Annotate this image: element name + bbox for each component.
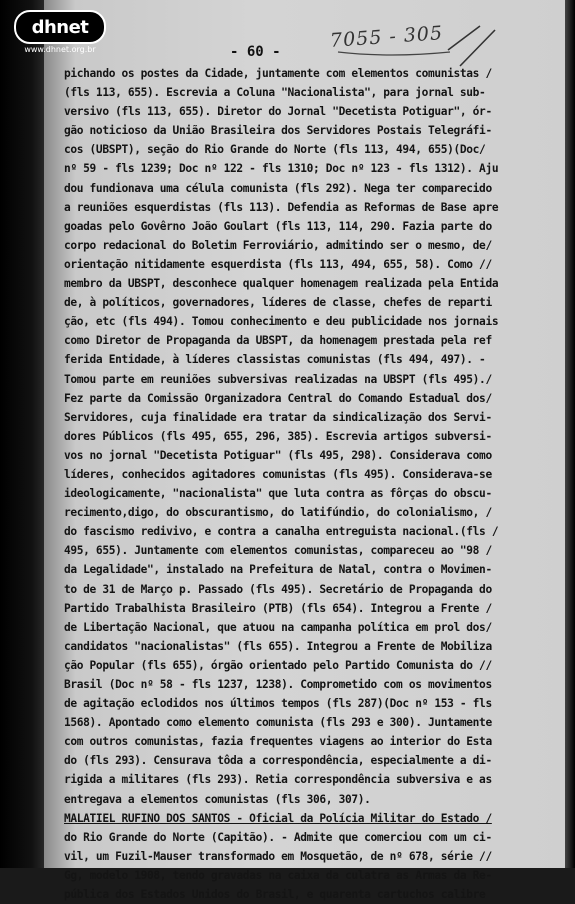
logo-name: dhnet [31, 16, 89, 38]
document-line: 495, 655). Juntamente com elementos comunistas, compareceu ao "98 / [64, 544, 492, 558]
document-line: ferida Entidade, à líderes classistas comunistas (fls 494, 497). - [64, 353, 486, 367]
dhnet-logo[interactable] [14, 10, 106, 54]
document-line: candidatos "nacionalistas" (fls 655). Integrou a Frente de Mobiliza [64, 639, 492, 653]
document-line: de, à políticos, governadores, líderes de classe, chefes de reparti [64, 296, 492, 310]
document-line: MALATIEL RUFINO DOS SANTOS - Oficial da Polícia Militar do Estado / [64, 811, 492, 825]
document-line: de agitação eclodidos nos últimos tempos (fls 287)(Doc nº 153 - fls [64, 697, 492, 711]
document-line: pichando os postes da Cidade, juntamente com elementos comunistas / [64, 67, 492, 80]
document-line: 1568). Apontado como elemento comunista (fls 293 e 300). Juntamente [64, 716, 492, 730]
document-line: Brasil (Doc nº 58 - fls 1237, 1238). Comprometido com os movimentos [64, 678, 492, 691]
page-number: - 60 - [230, 44, 281, 60]
document-line: rigida a militares (fls 293). Retia correspondência subversiva e as [64, 773, 492, 787]
document-line: dou fundionava uma célula comunista (fls 292). Nega ter comparecido [64, 181, 492, 195]
document-line: to de 31 de Março p. Passado (fls 495). Secretário de Propaganda do [64, 582, 492, 596]
document-line: Servidores, cuja finalidade era tratar da sindicalização dos Servi- [64, 410, 492, 424]
document-body [64, 64, 564, 904]
document-line: versivo (fls 113, 655). Diretor do Jornal "Decetista Potiguar", ór- [64, 105, 492, 119]
document-line: Fez parte da Comissão Organizadora Central do Comando Estadual dos/ [64, 391, 492, 405]
document-line: com outros comunistas, fazia frequentes viagens ao interior do Esta [64, 735, 492, 749]
document-line: membro da UBSPT, desconhece qualquer homenagem realizada pela Entida [64, 277, 499, 291]
page-edge-shadow [565, 0, 575, 868]
document-line: gão noticioso da União Brasileira dos Servidores Postais Telegráfi- [64, 124, 492, 138]
logo-url: www.dhnet.org.br [24, 45, 96, 54]
document-line: Gg, modelo 1908, tendo gravadas na caixa da culatra as Armas da Re- [64, 868, 492, 882]
document-line: Partido Trabalhista Brasileiro (PTB) (fls 654). Integrou a Frente / [64, 601, 492, 615]
document-line: como Diretor de Propaganda da UBSPT, da homenagem prestada pela ref [64, 334, 492, 348]
document-line: ção Popular (fls 655), órgão orientado pelo Partido Comunista do // [64, 658, 492, 672]
handwritten-note: 7055 - 305 [329, 22, 444, 52]
document-line: goadas pelo Govêrno João Goulart (fls 113, 114, 290. Fazia parte do [64, 219, 492, 233]
document-line: ideologicamente, "nacionalista" que luta contra as fôrças do obscu- [64, 487, 492, 501]
document-line: entregava a elementos comunistas (fls 306, 307). [64, 792, 371, 806]
document-line: nº 59 - fls 1239; Doc nº 122 - fls 1310; Doc nº 123 - fls 1312). Aju [64, 162, 499, 176]
document-line: orientação nitidamente esquerdista (fls 113, 494, 655, 58). Como // [64, 257, 492, 271]
document-line: (fls 113, 655). Escrevia a Coluna "Nacionalista", para jornal sub- [64, 86, 486, 100]
document-line: recimento,digo, do obscurantismo, do latifúndio, do colonialismo, / [64, 506, 492, 520]
document-line: Tomou parte em reuniões subversivas realizadas na UBSPT (fls 495)./ [64, 372, 492, 386]
document-line: dores Públicos (fls 495, 655, 296, 385). Escrevia artigos subversi- [64, 429, 492, 443]
document-line: do fascismo redivivo, e contra a canalha entreguista nacional.(fls / [64, 525, 499, 539]
logo-badge [14, 10, 106, 44]
document-line: de Libertação Nacional, que atuou na campanha política em prol dos/ [64, 620, 492, 634]
document-line: do (fls 293). Censurava tôda a correspondência, especialmente a di- [64, 754, 492, 768]
document-line: do Rio Grande do Norte (Capitão). - Admite que comerciou com um ci- [64, 830, 492, 844]
document-line: da Legalidade", instalado na Prefeitura de Natal, contra o Movimen- [64, 563, 492, 577]
document-line: vil, um Fuzil-Mauser transformado em Mosquetão, de nº 678, série // [64, 849, 492, 863]
document-line: ção, etc (fls 494). Tomou conhecimento e deu publicidade nos jornais [64, 315, 499, 329]
document-line: pública dos Estados Unidos do Brasil, e quarenta cartuchos calibre [64, 888, 486, 902]
document-line: líderes, conhecidos agitadores comunistas (fls 495). Considerava-se [64, 467, 492, 481]
document-line: cos (UBSPT), seção do Rio Grande do Norte (fls 113, 494, 655)(Doc/ [64, 143, 486, 157]
document-line: a reuniões esquerdistas (fls 113). Defendia as Reformas de Base apre [64, 200, 499, 214]
document-line: corpo redacional do Boletim Ferroviário, admitindo ser o mesmo, de/ [64, 238, 492, 252]
document-line: vos no jornal "Decetista Potiguar" (fls 495, 298). Considerava como [64, 448, 492, 462]
